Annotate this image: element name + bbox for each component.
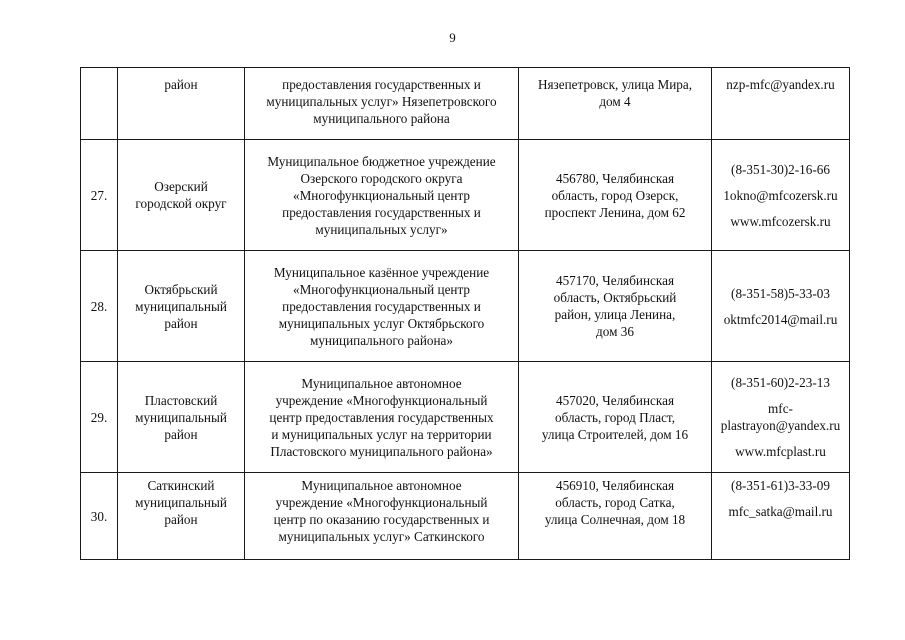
contact-gap [716,494,845,503]
district-line: муниципальный [135,495,227,510]
table-row [81,251,850,362]
address-cell [519,68,712,140]
table-row [81,140,850,251]
phone-number: (8-351-61)3-33-09 [731,478,830,493]
contact-gap [716,204,845,213]
address-cell [519,251,712,362]
address-line: область, город Пласт, [555,409,675,425]
district-cell [118,251,245,362]
organization-cell [245,251,519,362]
district-line: городской округ [135,196,227,211]
district-line: муниципальный [135,409,227,425]
organization-cell [245,473,519,560]
organization-line: учреждение «Многофункциональный [275,392,488,408]
address-line: 456780, Челябинская [555,170,675,186]
address-cell [519,140,712,251]
district-cell [118,473,245,560]
organization-line: муниципальных услуг» Саткинского [278,529,485,544]
page-number: 9 [449,30,456,45]
email-link[interactable]: oktmfc2014@mail.ru [723,311,838,327]
contact-gap [716,391,845,400]
address-line: Нязепетровск, улица Мира, [537,77,693,92]
district-line: Пластовский [144,392,218,408]
table-row [81,362,850,473]
district-line: район [164,315,198,331]
address-line: область, город Озерск, [551,187,679,203]
address-line: 457020, Челябинская [555,392,675,408]
email-link[interactable]: mfc- plastrayon@yandex.ru [720,401,841,433]
row-number-cell [81,140,118,251]
organization-line: муниципального района [313,111,450,126]
organization-line: предоставления государственных и [282,77,481,92]
contacts-cell [712,473,850,560]
district-line: Саткинский [147,478,215,493]
organization-line: Муниципальное казённое учреждение [273,264,490,280]
district-line: Озерский [154,179,208,194]
organization-line: и муниципальных услуг на территории [271,426,492,442]
organization-line: муниципальных услуг» Нязепетровского [266,94,497,109]
organization-line: центр по оказанию государственных и [273,512,490,527]
email-link[interactable]: 1okno@mfcozersk.ru [723,187,838,203]
row-number: 30. [90,508,108,524]
row-number: 27. [90,187,108,203]
organization-line: муниципальных услуг» [315,221,448,237]
row-number: 29. [90,409,108,425]
organization-line: муниципального района» [309,332,453,348]
row-number-cell [81,473,118,560]
website-link[interactable]: www.mfcozersk.ru [730,213,831,229]
organization-line: предоставления государственных и [282,204,481,220]
table-row [81,68,850,140]
address-line: проспект Ленина, дом 62 [544,204,686,220]
mfc-table [80,67,850,560]
organization-cell [245,140,519,251]
email-link[interactable]: nzp-mfc@yandex.ru [726,77,835,92]
address-line: дом 4 [599,94,631,109]
district-line: район [164,426,198,442]
organization-line: «Многофункциональный центр [292,281,470,297]
address-line: улица Строителей, дом 16 [541,426,689,442]
organization-line: «Многофункциональный центр [292,187,470,203]
organization-line: Муниципальное бюджетное учреждение [267,153,496,169]
contact-gap [716,178,845,187]
district-cell [118,68,245,140]
organization-line: муниципальных услуг Октябрьского [278,315,485,331]
contact-gap [716,434,845,443]
organization-cell [245,362,519,473]
email-link[interactable]: mfc_satka@mail.ru [728,504,833,519]
table-row [81,473,850,560]
address-line: 456910, Челябинская [555,478,675,493]
organization-line: центр предоставления государственных [269,409,494,425]
phone-number: (8-351-30)2-16-66 [731,161,830,177]
row-number-cell [81,68,118,140]
organization-line: Муниципальное автономное [301,375,462,391]
organization-line: предоставления государственных и [282,298,481,314]
district-line: Октябрьский [144,281,218,297]
phone-number: (8-351-58)5-33-03 [731,285,830,301]
address-cell [519,473,712,560]
organization-line: Пластовского муниципального района» [270,443,493,459]
district-line: муниципальный [135,298,227,314]
contacts-cell [712,251,850,362]
organization-cell [245,68,519,140]
district-cell [118,140,245,251]
row-number-cell [81,362,118,473]
organization-line: Муниципальное автономное [301,478,462,493]
address-line: улица Солнечная, дом 18 [544,512,686,527]
row-number-cell [81,251,118,362]
district-line: район [164,512,198,527]
contacts-cell [712,362,850,473]
address-line: 457170, Челябинская [555,273,675,288]
organization-line: Озерского городского округа [300,170,463,186]
row-number: 28. [90,298,108,314]
contact-gap [716,302,845,311]
address-cell [519,362,712,473]
contacts-cell [712,68,850,140]
contacts-cell [712,140,850,251]
website-link[interactable]: www.mfcplast.ru [735,444,826,459]
district-line: район [164,77,198,92]
organization-line: учреждение «Многофункциональный [275,495,488,510]
address-line: область, Октябрьский [553,290,677,305]
phone-number: (8-351-60)2-23-13 [731,375,830,390]
address-line: район, улица Ленина, [554,307,676,322]
address-line: область, город Сатка, [555,495,675,510]
address-line: дом 36 [596,324,634,339]
district-cell [118,362,245,473]
